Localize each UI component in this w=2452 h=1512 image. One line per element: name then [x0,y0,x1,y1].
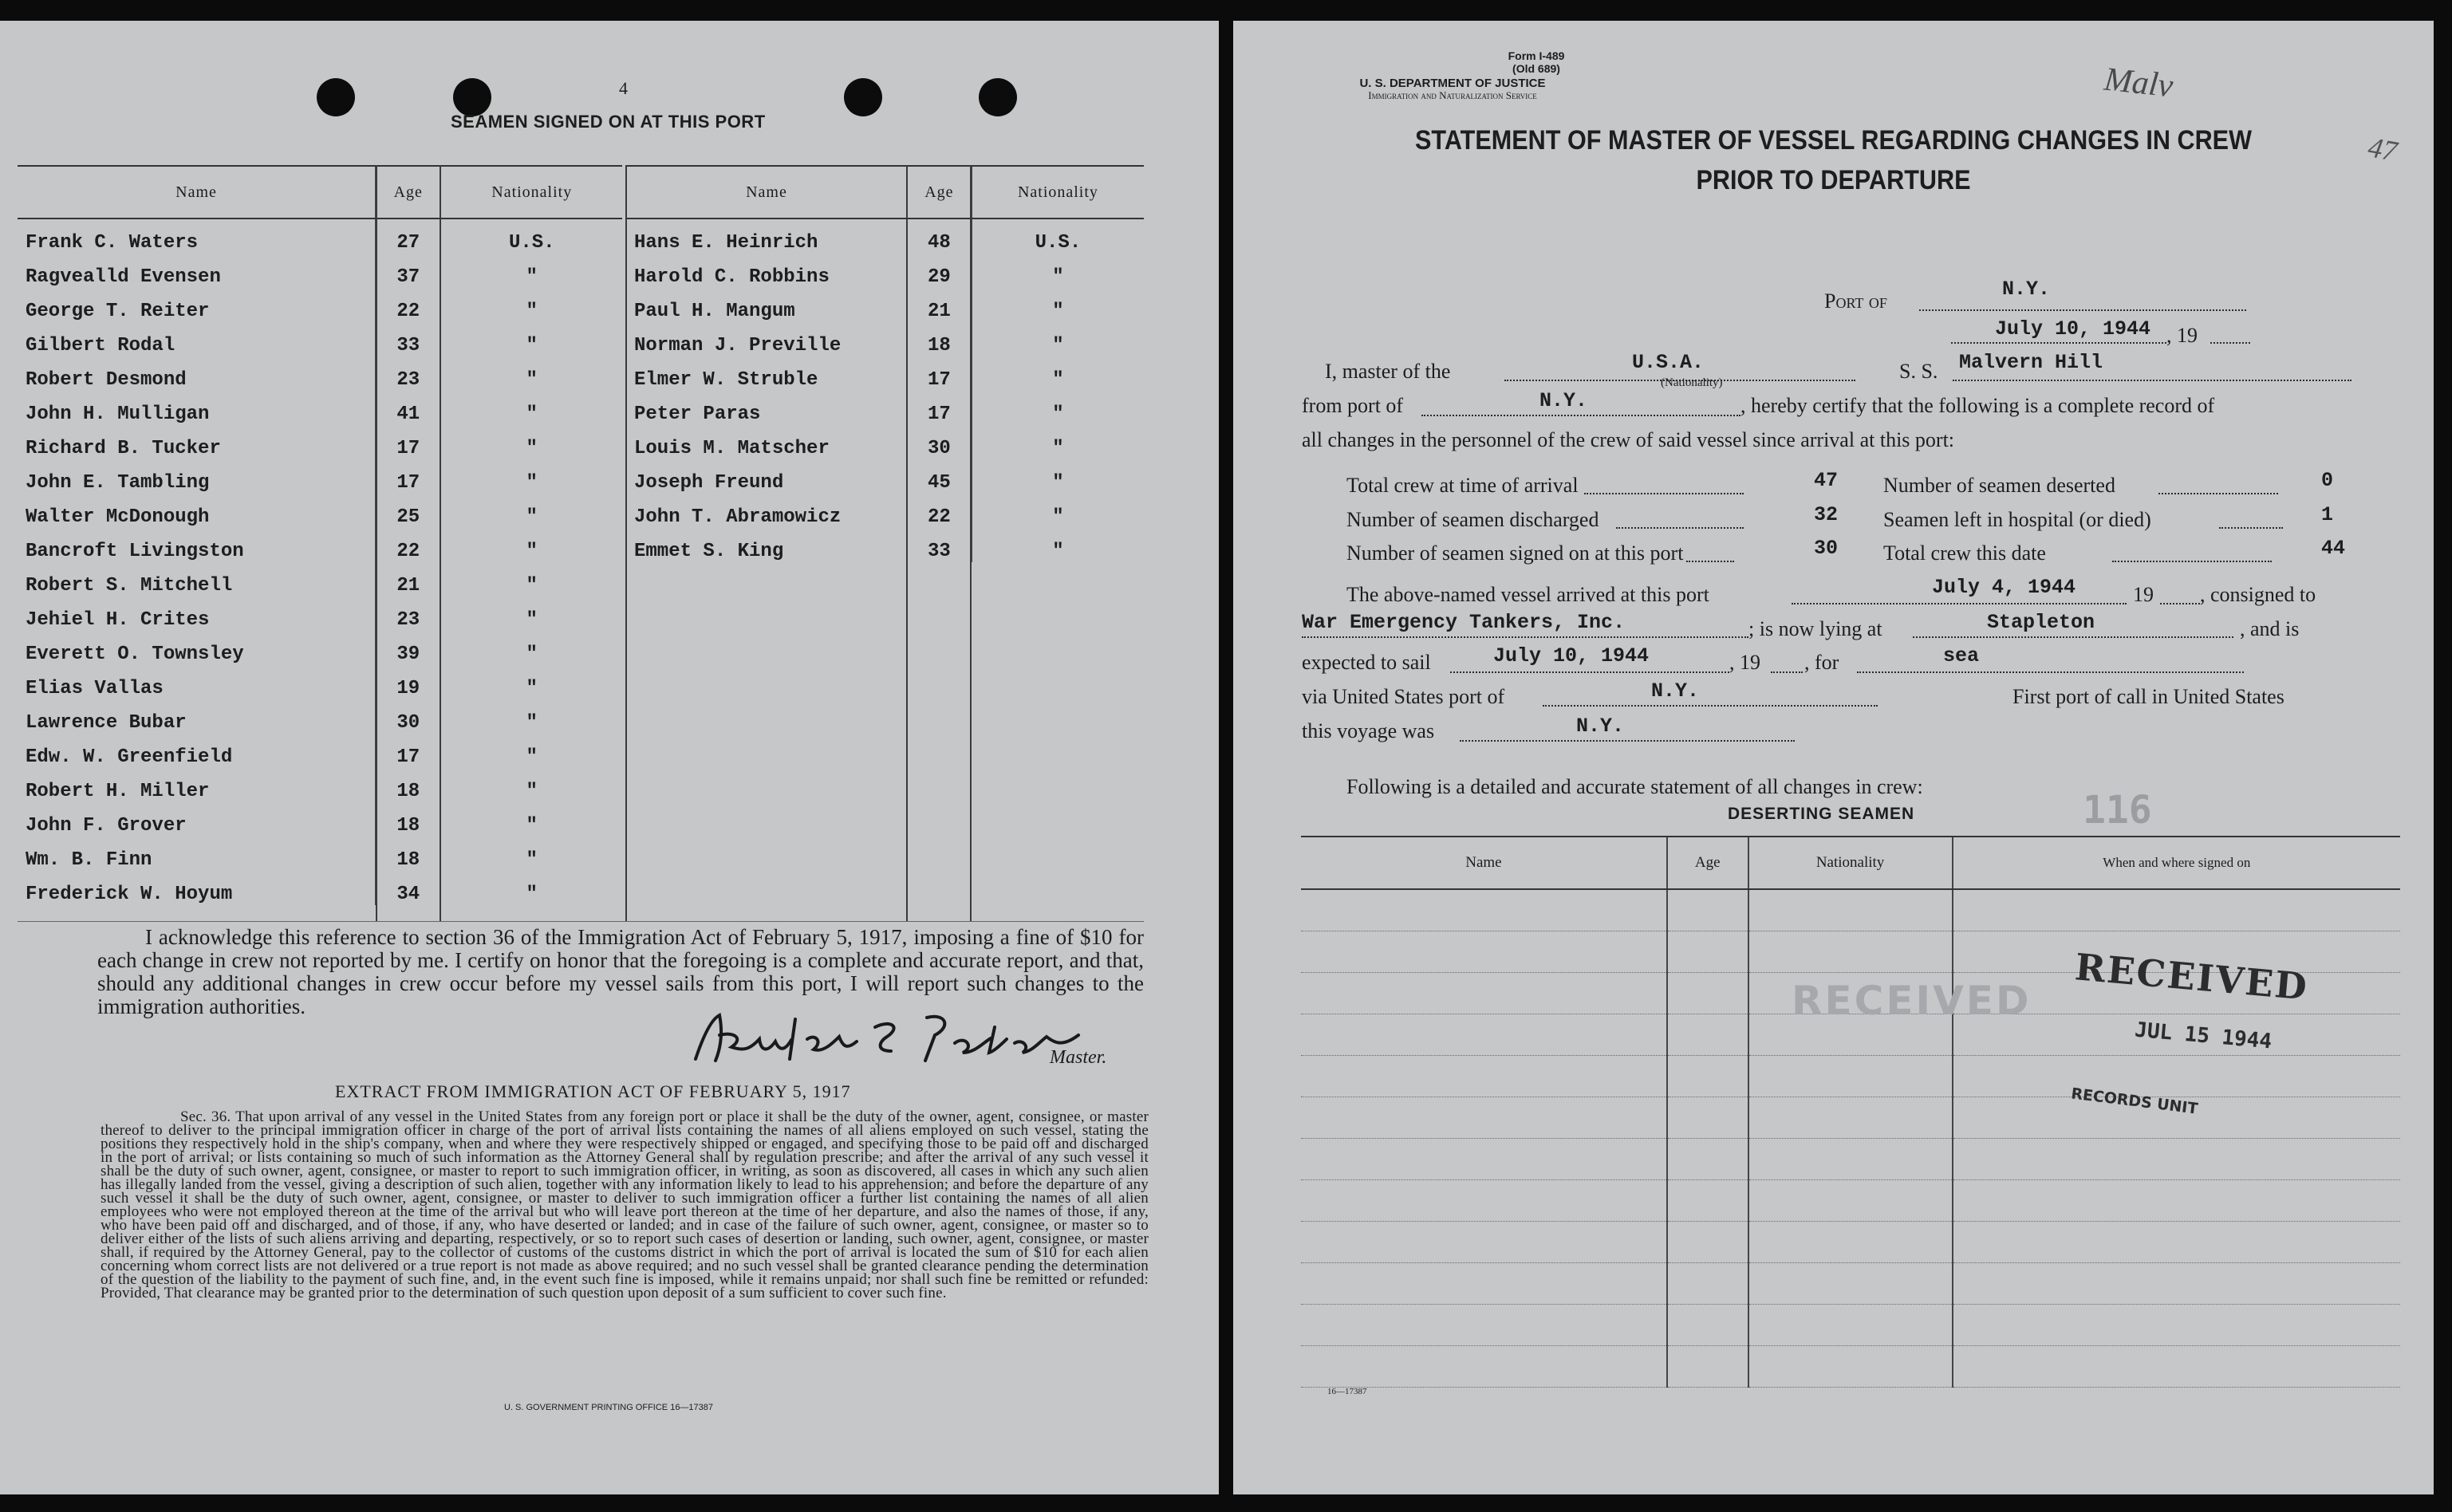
deserting-cell [1748,889,1953,931]
page-number: 4 [619,78,628,98]
seaman-age: 48 [907,219,972,254]
deserting-row [1301,1222,2400,1263]
seaman-row [18,391,622,425]
seaman-age: 34 [376,871,440,905]
seaman-row [18,802,622,837]
right-footer: 16—17387 [1327,1387,1367,1396]
ship-name: Malvern Hill [1959,351,2103,374]
seaman-nationality: " [440,288,622,322]
seaman-nationality: " [440,597,622,631]
deserting-cell [1301,1346,1667,1388]
deserting-cell [1667,931,1748,973]
master-of-label: I, master of the [1325,360,1451,383]
expected-label: expected to sail [1302,651,1431,674]
punch-hole [979,78,1017,116]
deserting-cell [1301,1180,1667,1222]
deserting-cell [1667,1222,1748,1263]
stamp-number: 116 [2083,788,2152,833]
seaman-age: 22 [376,528,440,562]
deserting-cell [1667,1056,1748,1097]
seaman-row [18,597,622,631]
deserting-row [1301,1139,2400,1180]
seaman-name: Elias Vallas [26,678,164,699]
seaman-name: Frank C. Waters [26,232,199,254]
seamen-table-1 [18,165,622,905]
column-header-age: Age [376,166,440,219]
deserting-row [1301,889,2400,931]
seaman-name: Everett O. Townsley [26,644,244,665]
seaman-name: Robert H. Miller [26,781,210,802]
seaman-age: 17 [376,734,440,768]
seaman-row [18,494,622,528]
deserting-cell [1748,1222,1953,1263]
first-port-label: First port of call in United States [2012,685,2284,708]
seaman-age: 18 [907,322,972,356]
seaman-age: 27 [376,219,440,254]
seaman-name: Walter McDonough [26,506,210,528]
seaman-row [626,288,1144,322]
stat-label: Total crew this date [1883,541,2046,565]
sail-19: , 19 [1729,651,1760,674]
from-port-value: N.Y. [1539,389,1588,412]
seaman-age: 33 [907,528,972,562]
seaman-nationality: " [440,734,622,768]
seaman-row [18,254,622,288]
seaman-age: 23 [376,597,440,631]
seaman-name: Frederick W. Hoyum [26,884,233,905]
consigned-to-label: , consigned to [2200,583,2316,606]
seaman-nationality: " [972,254,1144,288]
seaman-nationality: " [440,665,622,699]
seaman-name: John F. Grover [26,815,187,837]
seaman-age: 45 [907,459,972,494]
seaman-row [626,528,1144,562]
table-divider [625,165,627,921]
signature-role: Master. [1050,1047,1107,1068]
form-title-line2: PRIOR TO DEPARTURE [1696,165,1971,195]
via-port-value: N.Y. [1651,679,1700,703]
deserting-cell [1667,1014,1748,1056]
lying-at-label: ; is now lying at [1748,617,1882,640]
deserting-row [1301,1305,2400,1346]
seaman-age: 17 [907,391,972,425]
arrived-date: July 4, 1944 [1932,576,2076,599]
seaman-age: 17 [376,425,440,459]
seaman-row [626,219,1144,254]
deserting-cell [1667,1180,1748,1222]
table-divider [440,165,441,921]
deserting-cell [1667,1097,1748,1139]
column-header-nationality: Nationality [440,166,622,219]
seaman-nationality: U.S. [972,219,1144,254]
deserting-cell [1301,1139,1667,1180]
seaman-name: Robert Desmond [26,369,187,391]
seaman-name: Gilbert Rodal [26,335,175,356]
seaman-name: Emmet S. King [634,541,784,562]
deserting-cell [1953,1180,2400,1222]
deserting-cell [1667,1263,1748,1305]
seaman-age: 39 [376,631,440,665]
records-unit-stamp: RECORDS UNIT [2070,1085,2199,1118]
deserting-cell [1748,1305,1953,1346]
seaman-age: 22 [376,288,440,322]
column-header-nationality: Nationality [1748,837,1953,889]
seaman-row [18,425,622,459]
deserting-cell [1953,1263,2400,1305]
seaman-name: John E. Tambling [26,472,210,494]
deserting-cell [1301,1056,1667,1097]
punch-hole [453,78,491,116]
port-label: Port of [1824,289,1887,313]
seaman-row [18,322,622,356]
stat-value: 32 [1814,503,1839,526]
seaman-row [18,734,622,768]
seaman-row [18,528,622,562]
seaman-row [626,425,1144,459]
seaman-name: Harold C. Robbins [634,266,830,288]
seaman-nationality: " [972,528,1144,562]
deserting-cell [1667,1346,1748,1388]
deserting-cell [1301,1222,1667,1263]
seaman-age: 37 [376,254,440,288]
seaman-row [626,322,1144,356]
seaman-age: 17 [376,459,440,494]
seaman-name: Hans E. Heinrich [634,232,818,254]
seaman-row [18,665,622,699]
seaman-nationality: " [440,356,622,391]
punch-hole [317,78,355,116]
nationality-value: U.S.A. [1632,351,1705,374]
table-bottom-rule [18,921,1144,922]
seaman-name: Peter Paras [634,404,761,425]
seaman-age: 33 [376,322,440,356]
seaman-nationality: " [440,562,622,597]
seaman-nationality: " [440,459,622,494]
table-divider [906,165,908,921]
deserting-cell [1953,1222,2400,1263]
seaman-age: 22 [907,494,972,528]
table-divider [376,165,377,921]
seaman-nationality: " [972,288,1144,322]
seaman-name: John H. Mulligan [26,404,210,425]
seaman-age: 18 [376,768,440,802]
certify-text-2: all changes in the personnel of the crew of said vessel since arrival at this port: [1302,428,1955,451]
received-stamp-faint: RECEIVED [1792,978,2032,1024]
column-header-nationality: Nationality [972,166,1144,219]
deserting-cell [1667,1305,1748,1346]
port-value: N.Y. [2002,278,2051,301]
seaman-age: 19 [376,665,440,699]
stat-value: 30 [1814,537,1839,560]
stat-label: Number of seamen deserted [1883,474,2115,497]
seaman-nationality: " [972,459,1144,494]
seaman-age: 21 [376,562,440,597]
corner-handwriting: Malv [2102,61,2175,105]
arrived-label: The above-named vessel arrived at this port [1346,583,1709,606]
received-stamp: RECEIVED [2073,945,2310,1009]
deserting-row [1301,1056,2400,1097]
form-number: Form I-489 [1508,49,1565,62]
column-header-signed-on: When and where signed on [1953,837,2400,889]
punch-hole [844,78,882,116]
seaman-nationality: " [440,631,622,665]
seaman-nationality: " [440,391,622,425]
service: Immigration and Naturalization Service [1368,89,1537,101]
deserting-cell [1748,1263,1953,1305]
right-page [1233,21,2434,1494]
deserting-cell [1953,1305,2400,1346]
form-old-number: (Old 689) [1512,62,1560,75]
form-title-line1: STATEMENT OF MASTER OF VESSEL REGARDING CHANGES IN CREW [1415,125,2252,156]
seaman-age: 18 [376,837,440,871]
extract-body: Sec. 36. That upon arrival of any vessel in the United States from any foreign port or place it shall be the duty of the owner, agent, consignee, or master thereof to deliver to the principal immigration officer in charge of the port of arrival lists containing the names of all aliens employed on such vessel, stating the positions they respectively hold in the ship's company, when and where they were respectively shipped or engaged, and specifying those to be paid off and discharged in the port of arrival; or lists containing so much of such information as the Attorney General shall by regulation prescribe; and after the arrival of any such vessel it shall be the duty of such owner, agent, consignee, or master to report to such immigration officer, in writing, as soon as discovered, all cases in which any such alien has illegally landed from the vessel, giving a description of such alien, together with any information likely to lead to his apprehension; and before the departure of any such vessel it shall be the duty of such owner, agent, consignee, or master to deliver to such immigration officer a further list containing the names of all alien employees who were not employed thereon at the time of the arrival but who will leave port thereon at the time of her departure, and also the names of those, if any, who have been paid off and discharged, and of those, if any, who have deserted or landed; and in case of the failure of such owner, agent, consignee, or master so to deliver either of the lists of such aliens arriving and departing, respectively, or so to report such cases of desertion or landing, such owner, agent, consignee, or master shall, if required by the Attorney General, pay to the collector of customs of the customs district in which the port of arrival is located the sum of $10 for each alien concerning whom correct lists are not delivered or a true report is not made as above required; and no such vessel shall be granted clearance pending the determination of the question of the liability to the payment of such fine, and, in the event such fine is imposed, while it remains unpaid; nor shall such fine be remitted or refunded: Provided, That clearance may be granted prior to the determination of such question upon deposit of a sum sufficient to cover such fine. [101,1108,1149,1301]
deserting-cell [1301,889,1667,931]
seaman-name: Robert S. Mitchell [26,575,233,597]
seaman-row [18,288,622,322]
seaman-row [626,356,1144,391]
consignee: War Emergency Tankers, Inc. [1302,611,1626,634]
left-page [0,21,1219,1494]
seaman-name: Paul H. Mangum [634,301,795,322]
deserting-cell [1748,931,1953,973]
seaman-nationality: " [440,425,622,459]
deserting-row [1301,1346,2400,1388]
seaman-nationality: " [972,391,1144,425]
corner-number: 47 [2365,131,2400,167]
seaman-age: 41 [376,391,440,425]
seaman-age: 17 [907,356,972,391]
stat-label: Total crew at time of arrival [1346,474,1579,497]
extract-title: EXTRACT FROM IMMIGRATION ACT OF FEBRUARY 5, 1917 [335,1081,851,1101]
stat-value: 44 [2321,537,2346,560]
seaman-nationality: U.S. [440,219,622,254]
seaman-name: Joseph Freund [634,472,784,494]
section-title: SEAMEN SIGNED ON AT THIS PORT [451,112,766,132]
deserting-cell [1301,1097,1667,1139]
deserting-cell [1748,1139,1953,1180]
deserting-cell [1953,1139,2400,1180]
seamen-table-2 [625,165,1144,562]
certify-text: , hereby certify that the following is a complete record of [1740,394,2215,417]
deserting-cell [1301,931,1667,973]
deserting-cell [1667,1139,1748,1180]
seaman-row [18,356,622,391]
seaman-row [18,562,622,597]
seaman-nationality: " [440,871,622,905]
deserting-row [1301,1263,2400,1305]
deserting-cell [1748,1180,1953,1222]
department: U. S. DEPARTMENT OF JUSTICE [1359,77,1546,90]
deserting-cell [1748,1097,1953,1139]
deserting-row [1301,1097,2400,1139]
ss-label: S. S. [1899,360,1938,383]
sheet-gap [1219,0,1233,1512]
arrived-19: 19 [2133,583,2154,606]
seaman-row [626,391,1144,425]
stat-label: Number of seamen signed on at this port [1346,541,1684,565]
seaman-name: Jehiel H. Crites [26,609,210,631]
received-stamp-date: JUL 15 1944 [2134,1018,2273,1054]
seaman-row [626,459,1144,494]
column-header-age: Age [907,166,972,219]
deserting-cell [1301,973,1667,1014]
via-port-label: via United States port of [1302,685,1505,708]
stat-value: 1 [2321,503,2334,526]
seaman-row [18,837,622,871]
deserting-cell [1748,1056,1953,1097]
seaman-nationality: " [440,528,622,562]
seaman-name: Wm. B. Finn [26,849,152,871]
seaman-nationality: " [440,699,622,734]
lying-at-value: Stapleton [1987,611,2095,634]
acknowledgement-text: I acknowledge this reference to section 36 of the Immigration Act of February 5, 1917, imposing a fine of $10 for each change in crew not reported by me. I certify on honor that the foregoing is a complete and accurate report, and that, should any additional changes in crew occur before my vessel sails from this port, I will report such changes to the immigration authorities. [97,925,1144,1018]
seaman-nationality: " [440,322,622,356]
seaman-age: 18 [376,802,440,837]
seaman-name: Norman J. Preville [634,335,842,356]
sail-date: July 10, 1944 [1493,644,1650,667]
seaman-name: Richard B. Tucker [26,438,221,459]
seaman-age: 23 [376,356,440,391]
seaman-nationality: " [440,254,622,288]
column-header-name: Name [626,166,907,219]
seaman-row [626,254,1144,288]
left-footer: U. S. GOVERNMENT PRINTING OFFICE 16—17387 [504,1403,714,1412]
seaman-nationality: " [972,322,1144,356]
seaman-name: Elmer W. Struble [634,369,818,391]
nationality-caption: (Nationality) [1661,376,1723,389]
seaman-row [18,871,622,905]
following-text: Following is a detailed and accurate statement of all changes in crew: [1346,775,1923,798]
seaman-nationality: " [972,356,1144,391]
deserting-cell [1953,1056,2400,1097]
seaman-name: Bancroft Livingston [26,541,244,562]
seaman-name: John T. Abramowicz [634,506,842,528]
seaman-row [18,768,622,802]
seaman-nationality: " [972,494,1144,528]
deserting-cell [1301,1305,1667,1346]
seaman-age: 21 [907,288,972,322]
seaman-name: Louis M. Matscher [634,438,830,459]
seaman-age: 25 [376,494,440,528]
seaman-age: 30 [376,699,440,734]
deserting-cell [1748,1346,1953,1388]
date-suffix: , 19 [2166,324,2198,347]
seaman-name: Edw. W. Greenfield [26,746,233,768]
deserting-seamen-table [1301,836,2400,1388]
voyage-label: this voyage was [1302,719,1435,742]
seaman-name: Ragvealld Evensen [26,266,221,288]
for-label: , for [1804,651,1839,674]
from-port-label: from port of [1302,394,1404,417]
stat-label: Seamen left in hospital (or died) [1883,508,2151,531]
column-header-name: Name [1301,837,1667,889]
statement-date: July 10, 1944 [1995,317,2151,341]
seaman-nationality: " [440,494,622,528]
table-divider [970,165,972,921]
deserting-cell [1301,1263,1667,1305]
for-value: sea [1943,644,1980,667]
seaman-name: Lawrence Bubar [26,712,187,734]
seaman-nationality: " [972,425,1144,459]
column-header-age: Age [1667,837,1748,889]
deserting-cell [1953,889,2400,931]
seaman-name: George T. Reiter [26,301,210,322]
deserting-seamen-title: DESERTING SEAMEN [1728,805,1915,823]
seaman-nationality: " [440,837,622,871]
seaman-nationality: " [440,768,622,802]
deserting-cell [1667,973,1748,1014]
seaman-age: 30 [907,425,972,459]
stat-value: 47 [1814,469,1839,492]
deserting-cell [1301,1014,1667,1056]
deserting-cell [1953,1346,2400,1388]
seaman-row [18,459,622,494]
deserting-row [1301,1180,2400,1222]
seaman-row [18,631,622,665]
seaman-age: 29 [907,254,972,288]
seaman-row [18,219,622,254]
voyage-value: N.Y. [1576,715,1625,738]
deserting-cell [1667,889,1748,931]
seaman-nationality: " [440,802,622,837]
seaman-row [18,699,622,734]
and-is-label: , and is [2240,617,2300,640]
column-header-name: Name [18,166,376,219]
stat-label: Number of seamen discharged [1346,508,1599,531]
seaman-row [626,494,1144,528]
stat-value: 0 [2321,469,2334,492]
